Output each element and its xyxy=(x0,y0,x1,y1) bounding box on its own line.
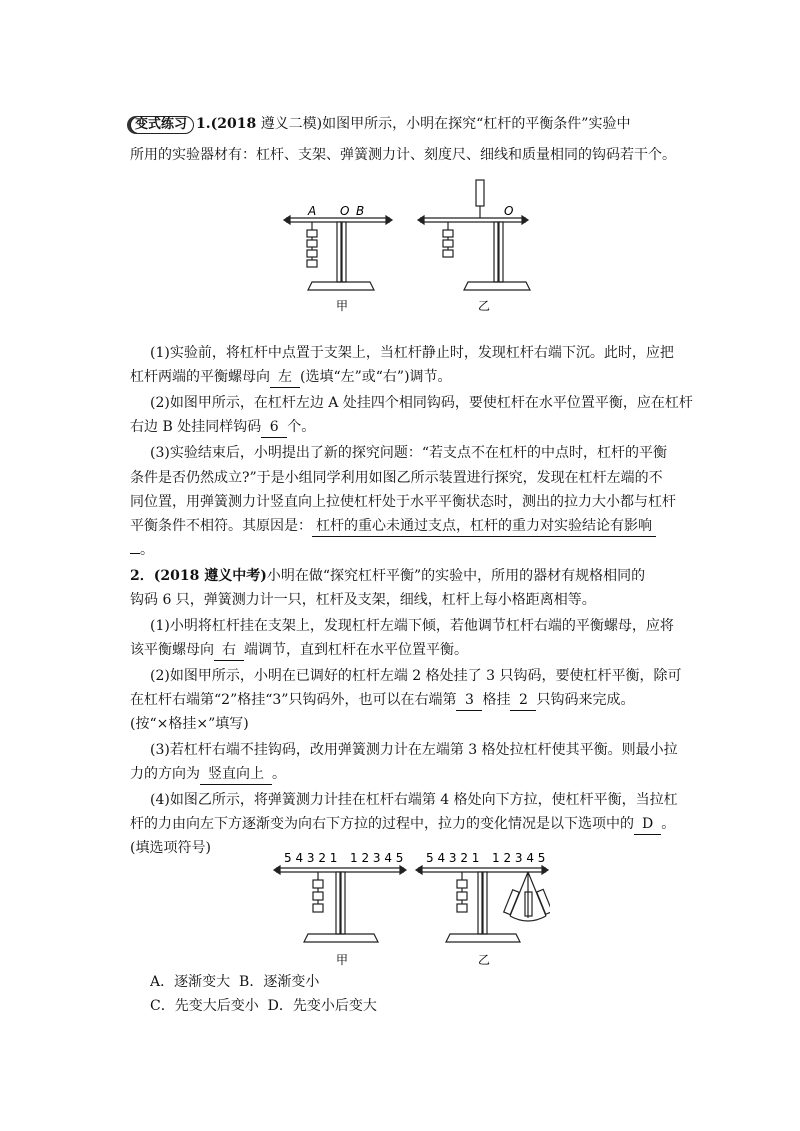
question-source-suffix: 遵义二模) xyxy=(260,116,323,132)
q1-part3-line1: (3)实验结束后，小明提出了新的探究问题：“若支点不在杠杆的中点时，杠杆的平衡 xyxy=(150,445,667,461)
option-d: D．先变小后变大 xyxy=(267,998,377,1014)
option-b: B．逐渐变小 xyxy=(239,974,320,990)
text: 只钩码来完成。 xyxy=(536,692,635,708)
text: (选填“左”或“右”)调节。 xyxy=(300,369,452,385)
point-o2-label: O xyxy=(504,204,514,218)
answer-blank: D xyxy=(634,814,661,835)
question-source: (2018 xyxy=(210,116,257,132)
answer-blank: 竖直向上 xyxy=(200,764,272,785)
answer-blank: 2 xyxy=(510,690,536,711)
text: 。 xyxy=(140,542,154,558)
text: 右边 B 处挂同样钩码 xyxy=(130,419,262,435)
q2-part2-line3: (按“×格挂×”填写) xyxy=(130,716,249,732)
options-row-2 xyxy=(150,996,710,1016)
option-a: A．逐渐变大 xyxy=(150,974,231,990)
q1-part3-line2: 条件是否仍然成立?”于是小组同学利用如图乙所示装置进行探究，发现在杠杆左端的不 xyxy=(130,470,663,486)
figure-1-label-jia: 甲 xyxy=(336,299,349,313)
question-text: 如图甲所示，小明在探究“杠杆的平衡条件”实验中 xyxy=(322,116,631,132)
answer-blank-tail xyxy=(130,553,140,554)
scale-left-a: 5 4 3 2 1 xyxy=(284,851,338,865)
point-b-label: B xyxy=(356,204,365,218)
scale-right-a: 1 2 3 4 5 xyxy=(350,851,404,865)
q1-part1-line1: (1)实验前，将杠杆中点置于支架上，当杠杆静止时，发现杠杆右端下沉。此时，应把 xyxy=(150,345,674,361)
text: 小明在做“探究杠杆平衡”的实验中，所用的器材有规格相同的 xyxy=(266,568,646,584)
q1-part2-line2 xyxy=(130,417,690,438)
lever-figure-1 xyxy=(282,178,542,318)
q2-part4-line3: (填选项符号) xyxy=(130,840,211,856)
scale-left-b: 5 4 3 2 1 xyxy=(426,851,480,865)
text: 杆的力由向左下方逐渐变为向右下方拉的过程中，拉力的变化情况是以下选项中的 xyxy=(130,816,634,832)
text: 。 xyxy=(272,766,286,782)
q2-part4-line2 xyxy=(130,814,690,835)
lever-figure-2 xyxy=(270,848,550,978)
point-o-label: O xyxy=(340,204,350,218)
figure-2-label-jia: 甲 xyxy=(336,953,349,967)
q2-part3-line2 xyxy=(130,764,690,785)
text: 力的方向为 xyxy=(130,766,200,782)
answer-blank: 6 xyxy=(261,417,287,438)
text: 。 xyxy=(661,816,676,832)
option-c: C．先变大后变小 xyxy=(150,998,259,1014)
question-2-text-2: 钩码 6 只，弹簧测力计一只，杠杆及支架，细线，杠杆上每小格距离相等。 xyxy=(130,592,596,608)
q2-part1-line1: (1)小明将杠杆挂在支架上，发现杠杆左端下倾，若他调节杠杆右端的平衡螺母，应将 xyxy=(150,618,674,634)
text: 杠杆两端的平衡螺母向 xyxy=(130,369,270,385)
answer-blank: 杠杆的重心未通过支点，杠杆的重力对实验结论有影响 xyxy=(312,516,656,537)
q1-part3-line5 xyxy=(130,540,690,560)
answer-blank: 左 xyxy=(270,367,300,388)
text: 该平衡螺母向 xyxy=(130,642,214,658)
question-1-header xyxy=(130,114,690,134)
q2-part1-line2 xyxy=(130,640,690,661)
text: 格挂 xyxy=(482,692,511,708)
question-number: 2． xyxy=(130,568,154,584)
q1-part2-line1: (2)如图甲所示，在杠杆左边 A 处挂四个相同钩码，要使杠杆在水平位置平衡，应在杠杆 xyxy=(150,395,693,411)
text: 端调节，直到杠杆在水平位置平衡。 xyxy=(244,642,468,658)
text: 在杠杆右端第“2”格挂“3”只钩码外，也可以在右端第 xyxy=(130,692,457,708)
question-number: 1. xyxy=(196,116,211,132)
figure-1-label-yi: 乙 xyxy=(478,299,491,313)
practice-badge: 变式练习 xyxy=(130,116,194,134)
text: 平衡条件不相符。其原因是： xyxy=(130,518,312,534)
question-source: (2018 遵义中考) xyxy=(153,568,267,584)
q1-part3-line3: 同位置，用弹簧测力计竖直向上拉使杠杆处于水平平衡状态时，测出的拉力大小都与杠杆 xyxy=(130,494,676,510)
scale-right-b: 1 2 3 4 5 xyxy=(492,851,546,865)
q1-part3-line4 xyxy=(130,516,690,537)
options-row-1 xyxy=(150,972,710,992)
question-2-header xyxy=(130,566,690,586)
q1-part1-line2 xyxy=(130,367,690,388)
text: 个。 xyxy=(287,419,316,435)
figure-2-label-yi: 乙 xyxy=(478,953,491,967)
q2-part2-line2 xyxy=(130,690,690,711)
q2-part2-line1: (2)如图甲所示，小明在已调好的杠杆左端 2 格处挂了 3 只钩码，要使杠杆平衡，除可 xyxy=(150,668,682,684)
answer-blank: 右 xyxy=(214,640,244,661)
question-1-text-2: 所用的实验器材有：杠杆、支架、弹簧测力计、刻度尺、细线和质量相同的钩码若干个。 xyxy=(130,147,676,163)
q2-part4-line1: (4)如图乙所示，将弹簧测力计挂在杠杆右端第 4 格处向下方拉，使杠杆平衡，当拉杠 xyxy=(150,792,678,808)
q2-part3-line1: (3)若杠杆右端不挂钩码，改用弹簧测力计在左端第 3 格处拉杠杆使其平衡。则最小拉 xyxy=(150,742,678,758)
point-a-label: A xyxy=(308,204,317,218)
answer-blank: 3 xyxy=(456,690,482,711)
